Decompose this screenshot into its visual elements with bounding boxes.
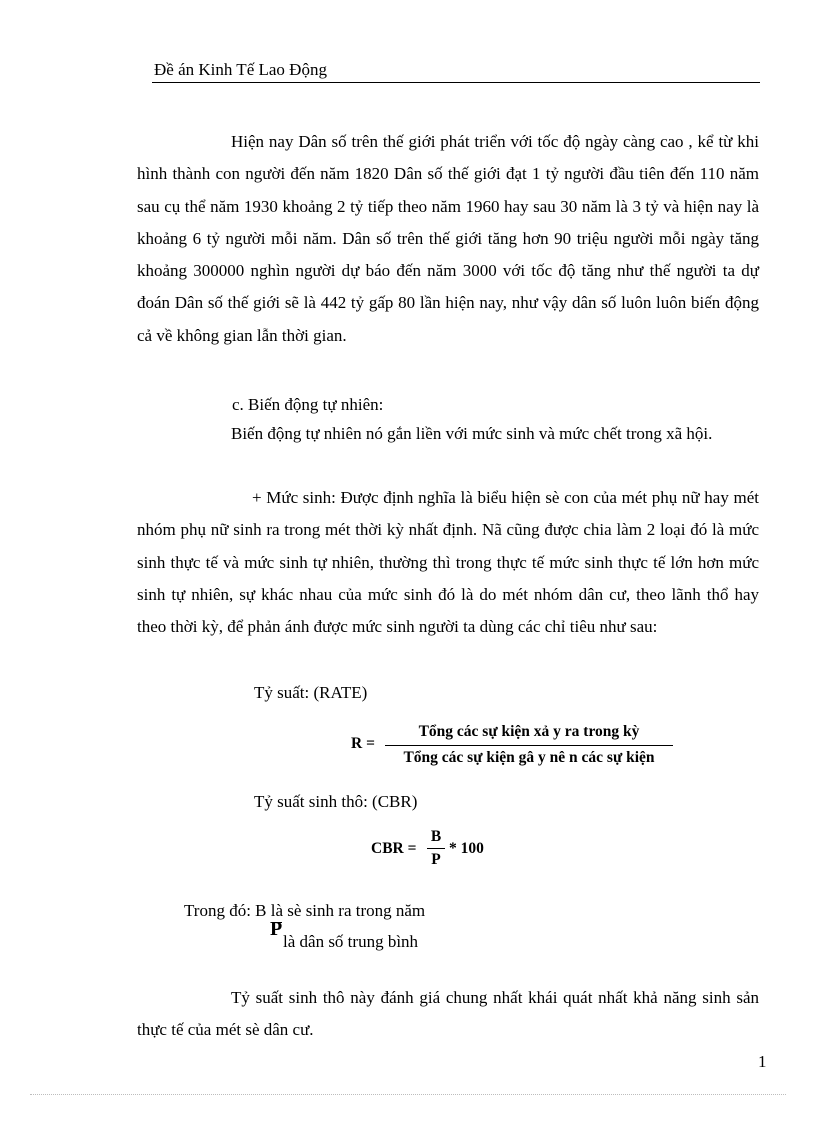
rate-fraction: [385, 723, 673, 767]
cbr-formula-rhs: * 100: [449, 840, 484, 857]
cbr-denominator-text: P: [431, 851, 441, 868]
where-line: Trong đó: B là sè sinh ra trong năm: [184, 901, 426, 920]
rate-label: Tỷ suất: (RATE): [254, 683, 368, 702]
natural-change-paragraph: Biến động tự nhiên nó gắn liền với mức sinh và mức chết trong xã hội.: [231, 424, 713, 443]
closing-paragraph: Tỷ suất sinh thô này đánh giá chung nhất khái quát nhất khả năng sinh sản thực tế của mét sè dân cư.: [137, 988, 759, 1040]
page-header: [152, 56, 760, 83]
p-bar-letter: P: [270, 918, 283, 940]
p-bar-definition: là dân số trung bình: [283, 932, 419, 951]
cbr-formula-lhs: CBR =: [371, 840, 417, 857]
rate-denominator: Tổng các sự kiện gâ y nê n các sự kiện: [403, 749, 655, 766]
cbr-label: Tỷ suất sinh thô: (CBR): [254, 792, 418, 811]
page-number: 1: [758, 1052, 767, 1071]
p-bar-symbol: [270, 918, 282, 941]
intro-paragraph: Hiện nay Dân số trên thế giới phát triển với tốc độ ngày càng cao , kể từ khi hình thành con người đến năm 1820 Dân số thế giới đạt 1 tỷ người đầu tiên đến 110 năm sau cụ thể năm 1930 khoảng 2 tỷ tiếp theo năm 1960 hay sau 30 năm là 3 tỷ và hiện nay là khoảng 6 tỷ người mỗi năm. Dân số trên thế giới tăng hơn 90 triệu người mỗi ngày tăng khoảng 300000 nghìn người dự báo đến năm 3000 với tốc độ tăng như thế người ta dự đoán Dân số thế giới sẽ là 442 tỷ gấp 80 lần hiện nay, như vậy dân số luôn luôn biến động cả về không gian lẫn thời gian.: [137, 132, 759, 345]
page-bottom-divider: [30, 1094, 786, 1095]
overline: [276, 922, 282, 923]
section-heading: c. Biến động tự nhiên:: [232, 395, 384, 414]
cbr-formula: [371, 826, 501, 880]
overline: [432, 848, 440, 849]
cbr-fraction: [427, 826, 445, 871]
cbr-denominator: [427, 849, 445, 871]
header-title: Đề án Kinh Tế Lao Động: [154, 60, 327, 79]
cbr-numerator: B: [430, 828, 442, 845]
rate-numerator: Tổng các sự kiện xả y ra trong kỳ: [418, 723, 640, 740]
rate-formula-lhs: R =: [351, 735, 375, 752]
birth-rate-paragraph: + Mức sinh: Được định nghĩa là biểu hiện sè con của mét phụ nữ hay mét nhóm phụ nữ sinh ra trong mét thời kỳ nhất định. Nã cũng được chia làm 2 loại đó là mức sinh thực tế và mức sinh tự nhiên, thường thì trong thực tế mức sinh thực tế lớn hơn mức sinh tự nhiên, sự khác nhau của mức sinh đó là do mét nhóm dân cư, theo lãnh thổ hay theo thời kỳ, để phản ánh được mức sinh người ta dùng các chỉ tiêu như sau:: [137, 488, 759, 637]
rate-formula: [351, 723, 681, 775]
